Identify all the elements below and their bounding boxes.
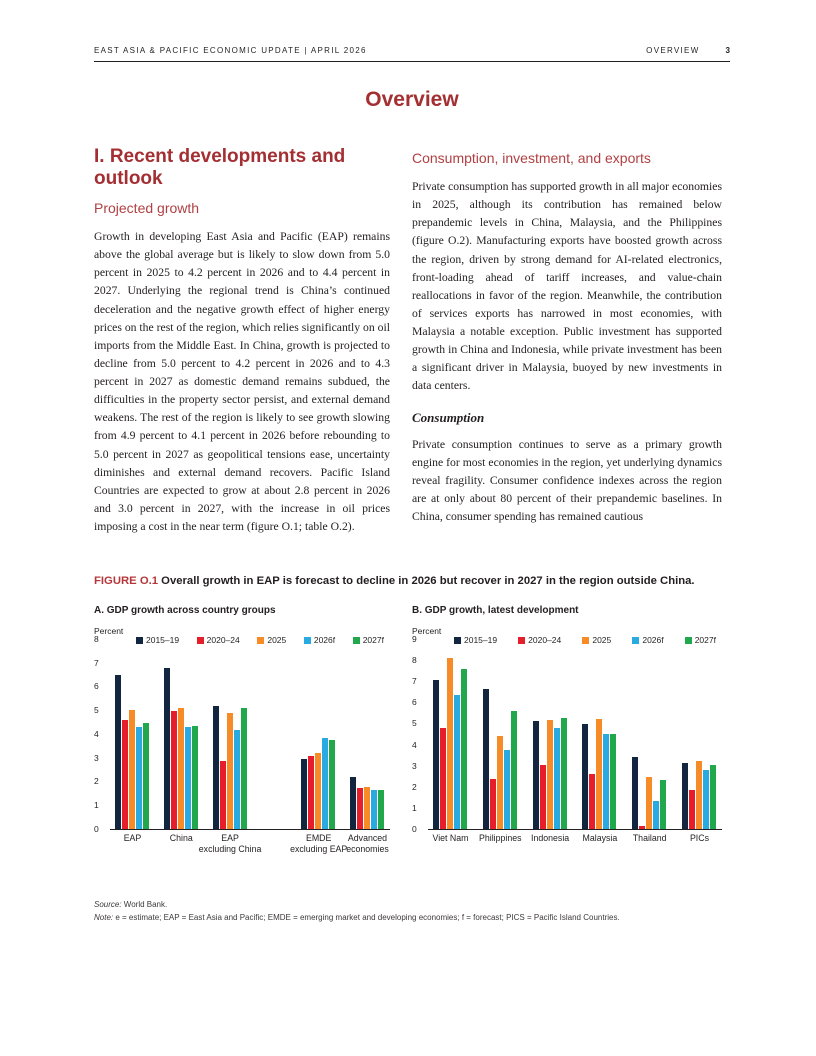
chart-b-plot [412, 633, 722, 855]
bar [511, 711, 517, 829]
legend-item [136, 635, 179, 645]
y-axis-tick: 1 [412, 802, 417, 813]
bar-group [346, 777, 389, 855]
two-column-body [94, 146, 730, 548]
page-number: 3 [725, 46, 730, 55]
bar [547, 720, 553, 830]
bar [689, 790, 695, 829]
plot-area [428, 635, 722, 844]
bar [164, 668, 170, 830]
legend-swatch [454, 637, 461, 644]
bar [710, 765, 716, 829]
category-label: Thailand [632, 833, 667, 844]
note-line [94, 912, 730, 925]
bar [171, 711, 177, 830]
left-column [94, 146, 390, 548]
bar [632, 757, 638, 830]
legend-item [197, 635, 240, 645]
y-axis-tick: 0 [94, 823, 99, 834]
source-label: Source: [94, 900, 122, 910]
legend-item [454, 635, 497, 645]
source-text: World Bank. [121, 900, 168, 910]
bar [483, 689, 489, 829]
y-axis-tick: 5 [94, 705, 99, 716]
y-axis-tick: 6 [412, 697, 417, 708]
chart-b-y-axis-label: Percent [412, 626, 442, 637]
category-label: Indonesia [531, 833, 570, 844]
y-axis-tick: 6 [94, 681, 99, 692]
chart-b-gdp-growth-latest [412, 605, 722, 855]
bar [582, 724, 588, 830]
y-axis-tick: 8 [94, 633, 99, 644]
legend-swatch [685, 637, 692, 644]
group-spacer [261, 828, 287, 829]
legend [454, 635, 716, 645]
legend-label: 2015–19 [464, 635, 498, 646]
subheading-projected-growth: Projected growth [94, 200, 200, 217]
y-axis-tick: 7 [94, 657, 99, 668]
category-label: EAP excluding China [198, 833, 262, 855]
y-axis-tick: 8 [412, 655, 417, 666]
bar [433, 680, 439, 830]
legend-swatch [197, 637, 204, 644]
y-axis-tick: 9 [412, 633, 417, 644]
y-axis-tick: 2 [412, 781, 417, 792]
right-paragraph-1: Private consumption has supported growth in all major economies in 2025, although its contribution has remained below prepandemic levels in China, Malaysia, and the Philippines (figure O.2). Manufacturing exports have boosted growth across the region, driven by strong demand for AI-related electronics, front-loading ahead of tariff increases, and value-chain reallocations in favor of the region. Meanwhile, the contribution of services exports has narrowed in most economies, with Malaysia a notable exception. Public investment has supported growth in China and Indonesia, while private investment has been a significant driver in Malaysia, buoyed by new investments in data centers. [412, 180, 722, 393]
y-axis-tick: 3 [412, 760, 417, 771]
bar-group [198, 706, 262, 855]
bar-group [432, 658, 469, 844]
bar [682, 763, 688, 830]
legend-label: 2026f [642, 635, 664, 646]
figure-caption-text: Overall growth in EAP is forecast to decline in 2026 but recover in 2027 in the region outside China. [158, 575, 695, 588]
bar [227, 713, 233, 829]
bar [696, 761, 702, 830]
legend-swatch [304, 637, 311, 644]
figure-source-note [94, 899, 730, 925]
bar-group [290, 738, 348, 855]
y-axis-tick: 0 [412, 823, 417, 834]
bar [596, 719, 602, 830]
plot-area [110, 635, 390, 855]
bar [646, 777, 652, 830]
chart-panels [94, 605, 730, 855]
chart-a-plot [94, 633, 390, 855]
bar [301, 759, 307, 829]
bar [371, 790, 377, 829]
y-axis-tick: 3 [94, 752, 99, 763]
legend [136, 635, 384, 645]
legend-swatch [582, 637, 589, 644]
y-axis-tick: 5 [412, 718, 417, 729]
bar [357, 788, 363, 830]
header-left-text: EAST ASIA & PACIFIC ECONOMIC UPDATE | APRIL 2026 [94, 46, 367, 55]
page-title: Overview [365, 88, 459, 111]
bar [461, 669, 467, 829]
chart-a-gdp-growth-country-groups [94, 605, 390, 855]
bar [589, 774, 595, 830]
figure-caption [94, 574, 714, 589]
right-paragraph-2: Private consumption continues to serve as a primary growth engine for most economies in the region, yet underlying dynamics reveal fragility. Consumer confidence indexes across the region are at only about 80 percent of their prepandemic baselines. In China, consumer spending has remained cautious [412, 437, 722, 523]
legend-label: 2027f [362, 635, 384, 646]
legend-item [257, 635, 286, 645]
bar [540, 765, 546, 829]
bar [122, 720, 128, 829]
bar [241, 708, 247, 829]
legend-label: 2015–19 [146, 635, 180, 646]
header-section-label: OVERVIEW [646, 46, 700, 55]
legend-label: 2025 [267, 635, 287, 646]
bar-group [632, 757, 667, 844]
bar [143, 723, 149, 830]
y-axis-tick: 4 [412, 739, 417, 750]
category-label: EAP [123, 833, 142, 844]
legend-label: 2020–24 [206, 635, 240, 646]
bar [703, 770, 709, 829]
legend-swatch [632, 637, 639, 644]
legend-label: 2027f [694, 635, 716, 646]
bar [234, 730, 240, 830]
legend-item [685, 635, 716, 645]
note-text: e = estimate; EAP = East Asia and Pacific; EMDE = emerging market and developing economies; f = forecast; PICS = Pacific Island Countries. [113, 913, 620, 923]
bar [322, 738, 328, 829]
bar [378, 790, 384, 829]
bar-group [682, 761, 717, 844]
category-label: Advanced economies [346, 833, 389, 855]
bar [136, 727, 142, 829]
bar [440, 728, 446, 829]
bar [447, 658, 453, 829]
legend-item [304, 635, 335, 645]
legend-swatch [518, 637, 525, 644]
bar [554, 728, 560, 829]
chart-a-title: A. GDP growth across country groups [94, 605, 276, 617]
category-label: China [169, 833, 193, 844]
category-label: Viet Nam [432, 833, 469, 844]
bar [639, 826, 645, 829]
right-column [412, 146, 722, 548]
bar [192, 726, 198, 829]
bar [653, 801, 659, 830]
legend-swatch [257, 637, 264, 644]
y-axis-tick: 4 [94, 728, 99, 739]
bar [364, 787, 370, 830]
legend-swatch [136, 637, 143, 644]
legend-label: 2026f [313, 635, 336, 646]
figure-o1 [94, 574, 730, 925]
chart-b-title: B. GDP growth, latest development [412, 605, 579, 617]
bar [533, 721, 539, 830]
bar [603, 734, 609, 829]
figure-label: FIGURE O.1 [94, 575, 159, 588]
legend-swatch [353, 637, 360, 644]
bar [329, 740, 335, 829]
bar-group [115, 675, 150, 844]
legend-item [353, 635, 384, 645]
bar-group [582, 719, 618, 844]
bar [115, 675, 121, 829]
bar [185, 727, 191, 829]
bar [129, 710, 135, 830]
legend-label: 2020–24 [528, 635, 562, 646]
category-label: Malaysia [582, 833, 618, 844]
source-line [94, 899, 730, 912]
legend-item [518, 635, 561, 645]
legend-label: 2025 [592, 635, 612, 646]
bar [315, 753, 321, 829]
running-header [94, 46, 730, 62]
bar [220, 761, 226, 830]
bar [213, 706, 219, 830]
bar-group [164, 668, 199, 844]
y-axis [94, 633, 108, 834]
y-axis [412, 633, 426, 834]
bar [561, 718, 567, 830]
bar [308, 756, 314, 830]
category-label: EMDE excluding EAP [290, 833, 348, 855]
bar [490, 779, 496, 830]
bar [660, 780, 666, 830]
category-label: PICs [689, 833, 710, 844]
legend-item [632, 635, 663, 645]
bar [454, 695, 460, 829]
bar [350, 777, 356, 829]
chart-a-y-axis-label: Percent [94, 626, 124, 637]
bar [497, 736, 503, 830]
legend-item [582, 635, 611, 645]
bar [610, 734, 616, 829]
section-heading: I. Recent developments and outlook [94, 146, 346, 190]
subheading-consumption-investment-exports: Consumption, investment, and exports [412, 150, 651, 166]
note-label: Note: [94, 913, 114, 923]
y-axis-tick: 1 [94, 800, 99, 811]
left-paragraph: Growth in developing East Asia and Pacific (EAP) remains above the global average but is likely to slow down from 5.0 percent in 2025 to 4.2 percent in 2026 and to 4.4 percent in 2027. Underlying the regional trend is China’s continued deceleration and the negative growth effect of higher energy prices on the rest of the region, which relies significantly on oil imports from the Middle East. In China, growth is projected to decline from 5.0 percent to 4.2 percent in 2026 and to 4.3 percent in 2027 as domestic demand remains subdued, the difficulties in the property sector persist, and external demand weakens. The rest of the region is likely to see growth slowing from 4.9 percent to 4.1 percent in 2026 before rebounding to 5.0 percent in 2027 as geopolitical tensions ease, uncertainty diminishes and external demand recovers. Pacific Island Countries are expected to grow at about 2.8 percent in 2026 and 3.0 percent in 2027, with the increase in oil prices imposing a cost in the near term (figure O.1; table O.2). [94, 230, 391, 534]
subsubheading-consumption: Consumption [412, 409, 485, 425]
bar [178, 708, 184, 829]
bar-group [531, 718, 570, 844]
bar-group [479, 689, 522, 844]
category-label: Philippines [479, 833, 522, 844]
bar [504, 750, 510, 829]
y-axis-tick: 2 [94, 776, 99, 787]
y-axis-tick: 7 [412, 676, 417, 687]
